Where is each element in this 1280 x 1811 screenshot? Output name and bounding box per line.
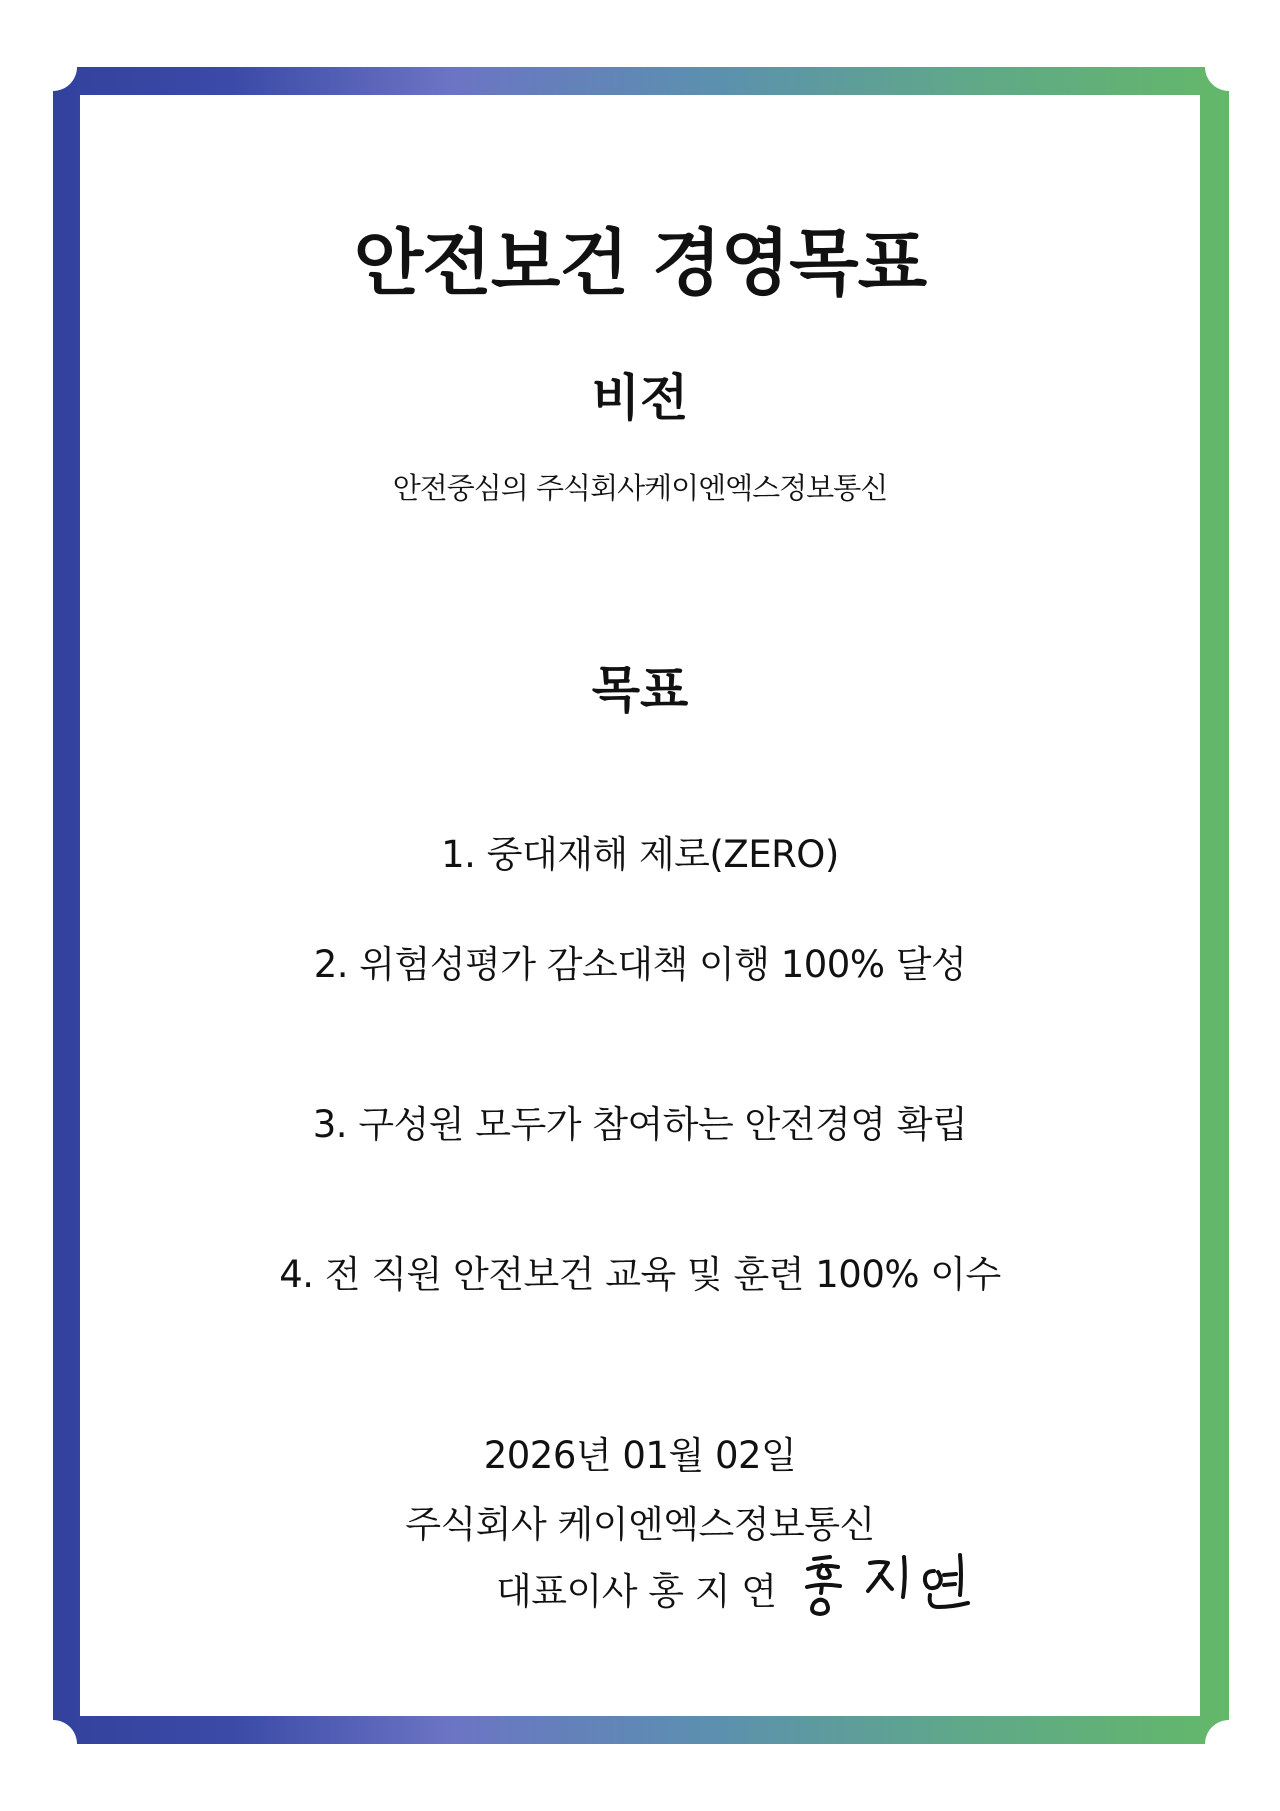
goals-heading: 목표 xyxy=(591,661,689,719)
page-title: 안전보건 경영목표 xyxy=(353,221,927,305)
vision-heading: 비전 xyxy=(591,369,689,427)
goal-item: 1. 중대재해 제로(ZERO) xyxy=(441,833,839,876)
company-name: 주식회사 케이엔엑스정보통신 xyxy=(405,1503,875,1546)
ceo-signature-line xyxy=(0,1561,1280,1631)
signature-icon xyxy=(800,1547,980,1627)
issue-date: 2026년 01월 02일 xyxy=(483,1434,797,1477)
goal-item: 4. 전 직원 안전보건 교육 및 훈련 100% 이수 xyxy=(279,1253,1001,1296)
goal-item: 2. 위험성평가 감소대책 이행 100% 달성 xyxy=(313,943,967,986)
ceo-name: 대표이사 홍 지 연 xyxy=(496,1570,777,1613)
vision-text: 안전중심의 주식회사케이엔엑스정보통신 xyxy=(392,471,888,505)
goal-item: 3. 구성원 모두가 참여하는 안전경영 확립 xyxy=(312,1103,968,1146)
